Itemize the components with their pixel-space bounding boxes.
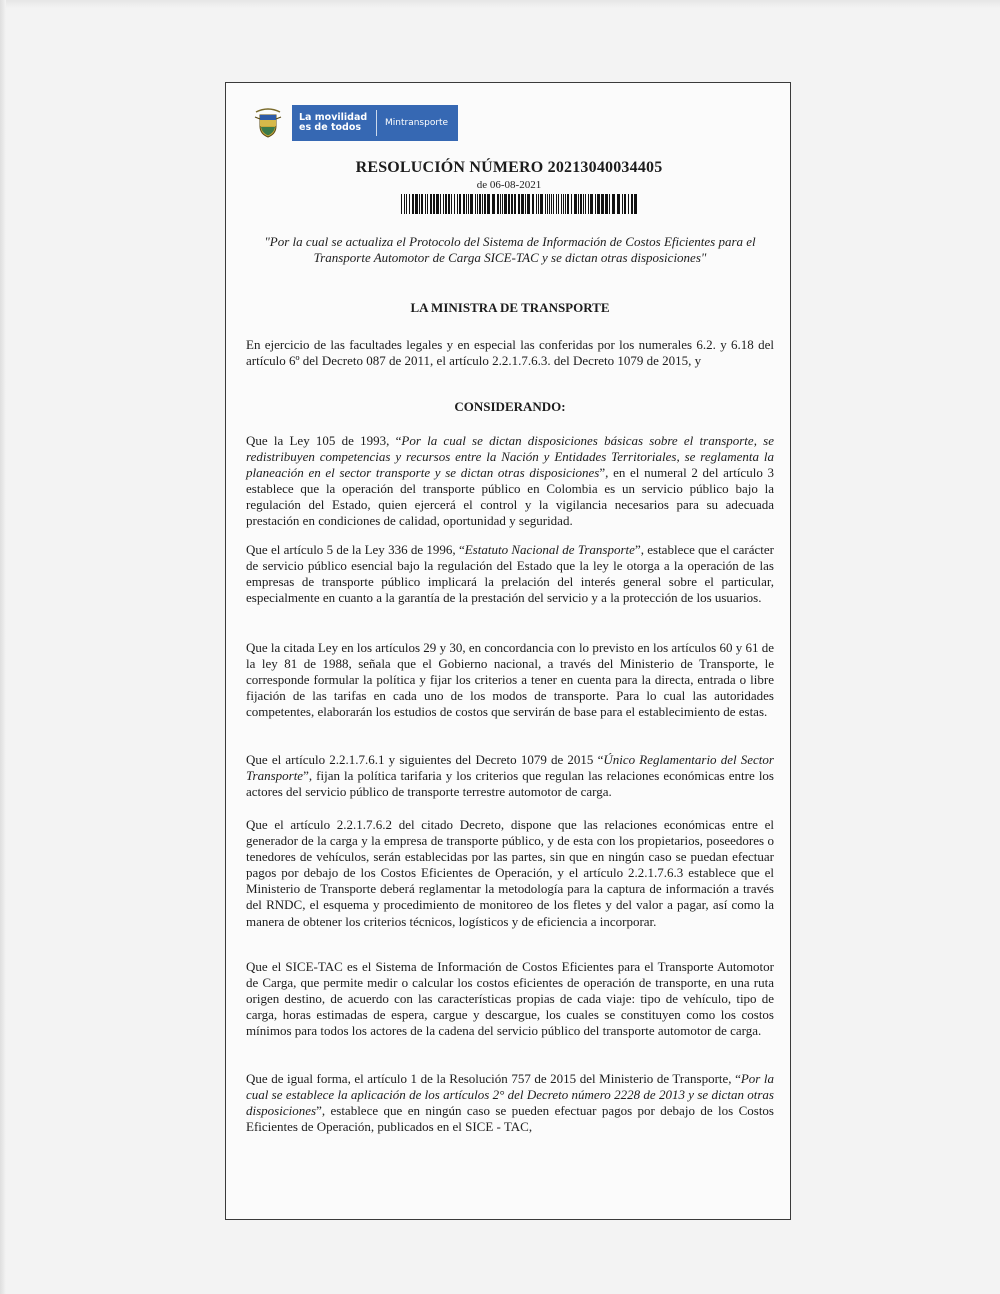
brand-line-2: es de todos	[299, 122, 362, 133]
scan-edge-left	[0, 0, 6, 1294]
resolution-date: de 06-08-2021	[476, 179, 542, 191]
paragraph-text: ”, establece que el carácter de servicio público esencial bajo la regulación del Estado que la ley le otorga a la operación de las empresas de transporte público implicará la prelación del interés general sobre el particular, especialmente en cuanto a la garantía de la prestación del servicio y a la protección de los usuarios.	[246, 542, 774, 606]
resolution-subject: "Por la cual se actualiza el Protocolo del Sistema de Información de Costos Eficientes para el Transporte Automotor de Carga SICE-TAC y se dictan otras disposiciones"	[264, 234, 756, 266]
paragraph-text: ”, establece que en ningún caso se pueden efectuar pagos por debajo de los Costos Eficientes de Operación, publicados en el SICE - TAC,	[246, 1103, 774, 1135]
paragraph-ley-105	[246, 433, 774, 530]
paragraph-articulos-29-30: Que la citada Ley en los artículos 29 y 30, en concordancia con lo previsto en los artículos 60 y 61 de la ley 81 de 1988, señala que el Gobierno nacional, a través del Ministerio de Transporte, le corresponde formular la política y fijar los criterios a tener en cuenta para la directa, entrada o libre fijación de las tarifas en cada uno de los modos de transporte. Para lo cual las autoridades competentes, elaborarán los estudios de costos que servirán de base para el establecimiento de estas.	[246, 640, 774, 720]
brand-line-1: La movilidad	[299, 112, 368, 123]
paragraph-text: Que el artículo 5 de la Ley 336 de 1996, “	[246, 542, 465, 557]
quoted-title: Estatuto Nacional de Transporte	[464, 542, 635, 557]
paragraph-text: ”, fijan la política tarifaria y los criterios que regulan las relaciones económicas entre los actores del servicio público de transporte terrestre automotor de carga.	[246, 768, 774, 800]
quoted-title: Único Reglamentario del Sector Transporte	[246, 752, 774, 784]
paragraph-text: ”, en el numeral 2 del artículo 3 establece que la operación del transporte público en Colombia es un servicio público bajo la regulación del Estado, quien ejercerá el control y la vigilancia necesarios para su adecuada prestación en condiciones de calidad, oportunidad y seguridad.	[246, 465, 774, 529]
quoted-title: Por la cual se dictan disposiciones básicas sobre el transporte, se redistribuyen competencias y recursos entre la Nación y Entidades Territoriales, se reglamenta la planeación en el sector transporte y se dictan otras disposiciones	[246, 433, 774, 481]
coat-of-arms-icon	[250, 105, 286, 141]
paragraph-decreto-1079	[246, 752, 774, 800]
preamble-paragraph: En ejercicio de las facultades legales y en especial las conferidas por los numerales 6.2. y 6.18 del artículo 6º del Decreto 087 de 2011, el artículo 2.2.1.7.6.3. del Decreto 1079 de 2015, y	[246, 337, 774, 369]
paragraph-resolucion-757	[246, 1071, 774, 1135]
ministry-logo	[250, 105, 468, 141]
authority-heading: LA MINISTRA DE TRANSPORTE	[410, 300, 610, 315]
paragraph-sice-tac: Que el SICE-TAC es el Sistema de Información de Costos Eficientes para el Transporte Automotor de Carga, que permite medir o calcular los costos eficientes de operación de transporte, en una ruta origen destino, de acuerdo con las características propias de cada viaje: tipo de vehículo, tipo de carga, horas estimadas de espera, cargue y descargue, los cuales se constituyen como los costos mínimos para todos los actores de la cadena del servicio público del transporte automotor de carga.	[246, 959, 774, 1039]
quoted-title: Por la cual se establece la aplicación de los artículos 2° del Decreto número 2228 de 2013 y se dictan otras disposiciones	[246, 1071, 774, 1119]
scan-footer-shadow	[192, 1219, 992, 1294]
considering-heading: CONSIDERANDO:	[454, 399, 566, 414]
brand-banner	[292, 105, 458, 141]
paragraph-text: Que el artículo 2.2.1.7.6.1 y siguientes del Decreto 1079 de 2015 “	[246, 752, 604, 767]
paragraph-articulo-2-2-1-7-6-2: Que el artículo 2.2.1.7.6.2 del citado Decreto, dispone que las relaciones económicas entre el generador de la carga y la empresa de transporte público, y de esta con los propietarios, poseedores o tenedores de vehículos, serán establecidas por las partes, sin que en ningún caso se puedan efectuar pagos por debajo de los Costos Eficientes de Operación, y el artículo 2.2.1.7.6.3 establece que el Ministerio de Transporte deberá reglamentar la metodología para la captura de información a través del RNDC, el esquema y procedimiento de monitoreo de los fletes y del valor a pagar, así como la manera de obtener los criterios técnicos, logísticos y de eficiencia a incorporar.	[246, 817, 774, 929]
paragraph-text: Que la Ley 105 de 1993, “	[246, 433, 402, 448]
brand-entity: Mintransporte	[385, 118, 449, 128]
barcode	[401, 194, 637, 214]
paragraph-ley-336	[246, 542, 774, 606]
scan-edge-top	[0, 0, 1000, 8]
document-page	[225, 82, 791, 1220]
resolution-title: RESOLUCIÓN NÚMERO 20213040034405	[355, 159, 663, 176]
paragraph-text: Que de igual forma, el artículo 1 de la Resolución 757 de 2015 del Ministerio de Transporte, “	[246, 1071, 741, 1086]
